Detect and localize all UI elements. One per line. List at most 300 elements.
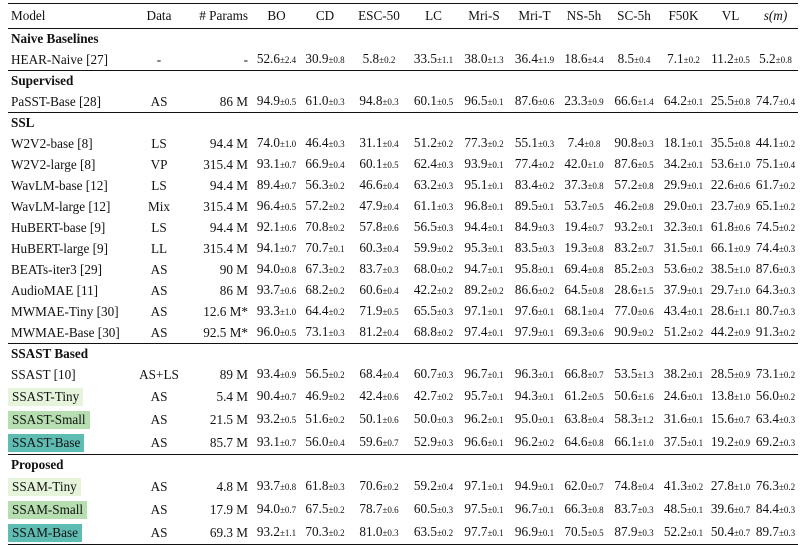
score-std: ±0.1 — [686, 286, 704, 296]
score-cell — [659, 217, 708, 238]
header-model: Model — [8, 4, 136, 29]
model-name-cell — [8, 385, 136, 408]
model-name: HuBERT-large [9] — [11, 241, 108, 256]
score-cell — [609, 322, 659, 344]
table-row — [8, 196, 798, 217]
score-std: ±0.2 — [328, 181, 345, 191]
score-value: 56.5 — [413, 219, 437, 234]
score-cell — [349, 322, 409, 344]
score-cell — [708, 521, 753, 545]
score-cell — [510, 431, 559, 455]
table-row — [8, 175, 798, 196]
score-std: ±0.6 — [587, 328, 604, 338]
dataset-cell: AS — [150, 304, 168, 319]
score-cell — [458, 364, 510, 385]
score-cell — [252, 385, 301, 408]
score-cell — [458, 408, 510, 431]
score-std: ±0.7 — [733, 505, 751, 515]
score-value: 35.5 — [710, 135, 734, 150]
score-std: ±0.1 — [537, 528, 555, 538]
score-cell — [708, 408, 753, 431]
score-std: ±0.1 — [686, 97, 704, 107]
model-name: W2V2-base [8] — [11, 136, 93, 151]
score-cell — [708, 49, 753, 71]
score-value: 53.5 — [614, 366, 638, 381]
dataset-cell: AS — [150, 262, 168, 277]
score-value: 67.5 — [305, 501, 329, 516]
score-cell — [409, 475, 458, 498]
score-std: ±0.6 — [637, 307, 654, 317]
score-cell — [349, 280, 409, 301]
score-value: 51.2 — [413, 135, 437, 150]
score-cell — [458, 385, 510, 408]
score-std: ±1.2 — [637, 415, 654, 425]
score-std: ±0.1 — [487, 505, 504, 515]
score-std: ±0.1 — [487, 370, 504, 380]
score-cell — [510, 408, 559, 431]
results-table-container — [8, 3, 795, 545]
score-value: 41.3 — [663, 478, 687, 493]
score-cell — [708, 196, 753, 217]
score-value: 42.4 — [359, 388, 383, 403]
score-std: ±0.1 — [637, 223, 654, 233]
score-value: 61.1 — [413, 198, 437, 213]
score-value: 22.6 — [710, 177, 734, 192]
score-value: 96.2 — [464, 411, 488, 426]
score-std: ±0.1 — [487, 181, 504, 191]
table-row — [8, 364, 798, 385]
score-value: 53.7 — [564, 198, 588, 213]
score-value: 89.4 — [256, 177, 280, 192]
score-std: ±0.4 — [634, 55, 651, 65]
score-cell — [659, 521, 708, 545]
score-cell — [708, 238, 753, 259]
score-value: 70.3 — [305, 524, 329, 539]
score-std: ±0.3 — [436, 202, 454, 212]
table-row — [8, 385, 798, 408]
score-value: 97.1 — [464, 478, 488, 493]
score-std: ±0.8 — [279, 482, 297, 492]
model-name-cell — [8, 91, 136, 113]
model-name-cell — [8, 280, 136, 301]
score-value: 29.7 — [710, 282, 734, 297]
score-value: 66.1 — [614, 434, 638, 449]
score-std: ±0.1 — [487, 328, 504, 338]
score-value: 92.1 — [256, 219, 280, 234]
score-cell — [510, 238, 559, 259]
section-header-row — [8, 455, 798, 476]
score-value: 83.2 — [614, 240, 638, 255]
score-value: 83.7 — [614, 501, 638, 516]
score-std: ±0.2 — [778, 370, 796, 380]
score-cell — [559, 196, 609, 217]
score-std: ±0.3 — [637, 505, 654, 515]
score-value: 43.4 — [663, 303, 687, 318]
model-name: BEATs-iter3 [29] — [11, 262, 103, 277]
score-value: 11.2 — [711, 51, 734, 66]
score-cell — [458, 238, 510, 259]
header-row — [8, 4, 798, 29]
score-cell — [559, 133, 609, 154]
score-value: 56.5 — [305, 366, 329, 381]
model-name-cell — [8, 217, 136, 238]
score-value: 63.5 — [413, 524, 437, 539]
score-value: 68.4 — [359, 366, 383, 381]
score-value: 59.6 — [359, 434, 383, 449]
score-value: 52.6 — [256, 51, 280, 66]
score-std: ±0.7 — [382, 438, 399, 448]
score-cell — [409, 91, 458, 113]
score-cell — [510, 196, 559, 217]
score-cell — [609, 91, 659, 113]
score-cell — [609, 408, 659, 431]
model-name-cell — [8, 49, 136, 71]
table-row — [8, 280, 798, 301]
section-title: Naive Baselines — [8, 29, 798, 50]
score-value: 36.4 — [514, 51, 538, 66]
score-std: ±0.6 — [382, 392, 399, 402]
score-cell — [659, 259, 708, 280]
model-name-cell — [8, 322, 136, 344]
score-cell — [753, 521, 798, 545]
model-name: SSAM-Base — [8, 524, 82, 542]
score-std: ±0.3 — [382, 528, 399, 538]
score-value: 93.2 — [614, 219, 638, 234]
table-row — [8, 49, 798, 71]
header-f50k: F50K — [659, 4, 708, 29]
score-value: 84.4 — [755, 501, 779, 516]
score-value: 97.7 — [464, 524, 488, 539]
score-value: 47.9 — [359, 198, 383, 213]
score-value: 74.4 — [755, 240, 779, 255]
score-value: 60.5 — [413, 501, 437, 516]
score-std: ±0.6 — [733, 181, 751, 191]
score-value: 93.7 — [256, 282, 280, 297]
score-std: ±0.6 — [382, 415, 399, 425]
model-name-cell — [8, 175, 136, 196]
score-value: 85.2 — [614, 261, 638, 276]
score-std: ±0.2 — [379, 55, 396, 65]
score-value: 68.2 — [305, 282, 329, 297]
model-name: MWMAE-Base [30] — [11, 325, 120, 340]
params-cell: 94.4 M — [209, 220, 248, 235]
score-std: ±0.4 — [328, 438, 345, 448]
score-cell — [559, 154, 609, 175]
score-cell — [301, 385, 349, 408]
score-std: ±1.6 — [637, 392, 654, 402]
score-cell — [708, 154, 753, 175]
score-std: ±0.1 — [487, 438, 504, 448]
score-value: 90.4 — [256, 388, 280, 403]
score-cell — [753, 431, 798, 455]
score-std: ±1.0 — [637, 438, 654, 448]
score-cell — [301, 322, 349, 344]
score-value: 42.7 — [413, 388, 437, 403]
table-row — [8, 431, 798, 455]
score-std: ±0.8 — [637, 181, 654, 191]
score-std: ±0.2 — [436, 392, 454, 402]
score-value: 89.5 — [514, 198, 538, 213]
score-value: 74.7 — [755, 93, 779, 108]
score-value: 44.1 — [755, 135, 779, 150]
score-cell — [753, 49, 798, 71]
score-std: ±0.5 — [637, 160, 654, 170]
header-sc-5h: SC-5h — [609, 4, 659, 29]
score-value: 28.6 — [710, 303, 734, 318]
model-name: W2V2-large [8] — [11, 157, 96, 172]
score-value: 93.3 — [256, 303, 280, 318]
score-std: ±0.2 — [686, 328, 704, 338]
score-cell — [609, 196, 659, 217]
results-table — [8, 3, 798, 545]
score-value: 60.1 — [359, 156, 383, 171]
score-value: 74.5 — [755, 219, 779, 234]
score-cell — [559, 91, 609, 113]
table-row — [8, 521, 798, 545]
score-std: ±0.1 — [487, 160, 504, 170]
score-std: ±0.3 — [778, 415, 796, 425]
score-std: ±0.3 — [778, 244, 796, 254]
score-std: ±0.9 — [733, 244, 751, 254]
score-cell — [349, 521, 409, 545]
header-ns-5h: NS-5h — [559, 4, 609, 29]
score-cell — [301, 280, 349, 301]
score-cell — [659, 301, 708, 322]
score-std: ±0.2 — [328, 528, 345, 538]
score-value: 65.1 — [755, 198, 779, 213]
score-cell — [252, 521, 301, 545]
score-cell — [708, 301, 753, 322]
score-cell — [559, 238, 609, 259]
score-value: 89.2 — [464, 282, 488, 297]
score-std: ±0.3 — [436, 370, 454, 380]
score-std: ±0.1 — [487, 482, 504, 492]
score-value: 24.6 — [663, 388, 687, 403]
score-value: 25.5 — [710, 93, 734, 108]
table-row — [8, 154, 798, 175]
score-std: ±0.4 — [382, 328, 399, 338]
score-cell — [301, 475, 349, 498]
score-value: 7.1 — [667, 51, 684, 66]
score-std: ±0.2 — [328, 392, 345, 402]
score-std: ±1.0 — [733, 286, 751, 296]
score-std: ±0.1 — [487, 392, 504, 402]
score-value: 42.2 — [413, 282, 437, 297]
header-data: Data — [136, 4, 182, 29]
model-name-cell — [8, 259, 136, 280]
score-std: ±1.5 — [637, 286, 654, 296]
score-value: 18.6 — [564, 51, 588, 66]
score-cell — [301, 175, 349, 196]
score-std: ±0.1 — [686, 244, 704, 254]
score-std: ±0.2 — [436, 286, 454, 296]
score-cell — [409, 521, 458, 545]
score-std: ±0.4 — [382, 181, 399, 191]
score-std: ±0.6 — [279, 286, 297, 296]
model-name-cell — [8, 431, 136, 455]
score-value: 94.8 — [359, 93, 383, 108]
score-value: 68.8 — [413, 324, 437, 339]
score-value: 52.2 — [663, 524, 687, 539]
table-row — [8, 217, 798, 238]
score-value: 50.6 — [614, 388, 638, 403]
score-value: 93.9 — [464, 156, 488, 171]
score-cell — [659, 280, 708, 301]
model-name-cell — [8, 133, 136, 154]
score-cell — [458, 259, 510, 280]
score-cell — [301, 301, 349, 322]
score-std: ±0.2 — [778, 223, 796, 233]
header-mri-t: Mri-T — [510, 4, 559, 29]
score-cell — [510, 259, 559, 280]
score-value: 62.4 — [413, 156, 437, 171]
score-value: 27.8 — [710, 478, 734, 493]
score-std: ±1.0 — [733, 265, 751, 275]
score-cell — [409, 238, 458, 259]
score-value: 66.3 — [564, 501, 588, 516]
score-value: 8.5 — [617, 51, 635, 66]
score-cell — [753, 475, 798, 498]
score-cell — [349, 385, 409, 408]
score-value: 28.5 — [710, 366, 734, 381]
score-std: ±0.8 — [733, 97, 751, 107]
dataset-cell: AS — [150, 388, 168, 404]
score-value: 94.9 — [514, 478, 538, 493]
score-value: 30.9 — [305, 51, 329, 66]
score-value: 81.0 — [359, 524, 383, 539]
score-cell — [708, 475, 753, 498]
score-std: ±0.1 — [686, 139, 704, 149]
score-std: ±0.1 — [686, 505, 704, 515]
score-std: ±0.5 — [382, 160, 399, 170]
params-cell: 90 M — [219, 262, 248, 277]
score-cell — [708, 133, 753, 154]
score-std: ±0.7 — [279, 438, 297, 448]
score-value: 95.0 — [514, 411, 538, 426]
score-value: 60.6 — [359, 282, 383, 297]
table-row — [8, 91, 798, 113]
score-std: ±0.3 — [637, 528, 654, 538]
score-std: ±0.4 — [778, 97, 796, 107]
score-std: ±0.1 — [328, 244, 345, 254]
score-std: ±0.5 — [279, 97, 297, 107]
score-value: 66.9 — [305, 156, 329, 171]
score-value: 48.5 — [663, 501, 687, 516]
score-cell — [708, 385, 753, 408]
score-std: ±0.8 — [637, 202, 654, 212]
score-std: ±0.1 — [537, 415, 555, 425]
score-cell — [559, 408, 609, 431]
score-std: ±0.3 — [778, 438, 796, 448]
score-value: 94.0 — [256, 261, 280, 276]
score-cell — [252, 364, 301, 385]
score-value: 57.2 — [614, 177, 638, 192]
score-std: ±0.1 — [487, 244, 504, 254]
score-std: ±0.1 — [487, 223, 504, 233]
score-value: 62.0 — [564, 478, 588, 493]
params-cell: 94.4 M — [209, 136, 248, 151]
score-cell — [252, 133, 301, 154]
score-cell — [252, 196, 301, 217]
model-name: WavLM-large [12] — [11, 199, 111, 214]
score-std: ±0.3 — [637, 265, 654, 275]
score-value: 96.4 — [256, 198, 280, 213]
score-value: 90.9 — [614, 324, 638, 339]
score-value: 18.1 — [663, 135, 687, 150]
score-value: 38.5 — [710, 261, 734, 276]
score-std: ±0.2 — [537, 286, 555, 296]
score-cell — [559, 301, 609, 322]
score-value: 96.6 — [464, 434, 488, 449]
score-std: ±0.1 — [686, 528, 704, 538]
model-name: PaSST-Base [28] — [11, 94, 101, 109]
dataset-cell: VP — [150, 157, 168, 172]
score-cell — [753, 301, 798, 322]
score-value: 97.5 — [464, 501, 488, 516]
score-std: ±0.2 — [487, 139, 504, 149]
score-std: ±0.2 — [436, 265, 454, 275]
score-cell — [659, 475, 708, 498]
score-std: ±1.0 — [733, 392, 751, 402]
score-std: ±0.7 — [733, 415, 751, 425]
score-cell — [510, 133, 559, 154]
score-cell — [609, 301, 659, 322]
score-cell — [510, 301, 559, 322]
params-cell: 315.4 M — [203, 199, 248, 214]
score-value: 13.8 — [710, 388, 734, 403]
score-value: 94.7 — [464, 261, 488, 276]
score-value: 97.4 — [464, 324, 488, 339]
score-cell — [349, 301, 409, 322]
score-cell — [458, 154, 510, 175]
score-std: ±0.8 — [587, 244, 604, 254]
score-std: ±0.5 — [279, 202, 297, 212]
dataset-cell: LS — [151, 136, 167, 151]
score-value: 96.2 — [514, 434, 538, 449]
score-cell — [458, 217, 510, 238]
score-cell — [349, 49, 409, 71]
score-cell — [708, 91, 753, 113]
score-cell — [510, 280, 559, 301]
score-cell — [753, 154, 798, 175]
score-cell — [252, 408, 301, 431]
score-cell — [458, 175, 510, 196]
score-cell — [559, 521, 609, 545]
score-std: ±0.1 — [686, 415, 704, 425]
score-cell — [609, 385, 659, 408]
score-cell — [301, 238, 349, 259]
score-std: ±0.2 — [328, 223, 345, 233]
score-cell — [349, 196, 409, 217]
section-header-row — [8, 29, 798, 50]
params-cell: 4.8 M — [216, 478, 248, 494]
dataset-cell: AS+LS — [139, 367, 179, 382]
score-value: 50.1 — [359, 411, 383, 426]
score-value: 38.2 — [663, 366, 687, 381]
score-value: 96.9 — [514, 524, 538, 539]
score-value: 95.8 — [514, 261, 538, 276]
score-std: ±0.3 — [328, 97, 345, 107]
score-cell — [708, 217, 753, 238]
score-value: 63.4 — [755, 411, 779, 426]
table-row — [8, 322, 798, 344]
score-std: ±0.4 — [382, 139, 399, 149]
score-cell — [753, 196, 798, 217]
score-std: ±0.3 — [778, 286, 796, 296]
score-value: 50.0 — [413, 411, 437, 426]
score-value: 28.6 — [614, 282, 638, 297]
score-std: ±0.2 — [436, 244, 454, 254]
